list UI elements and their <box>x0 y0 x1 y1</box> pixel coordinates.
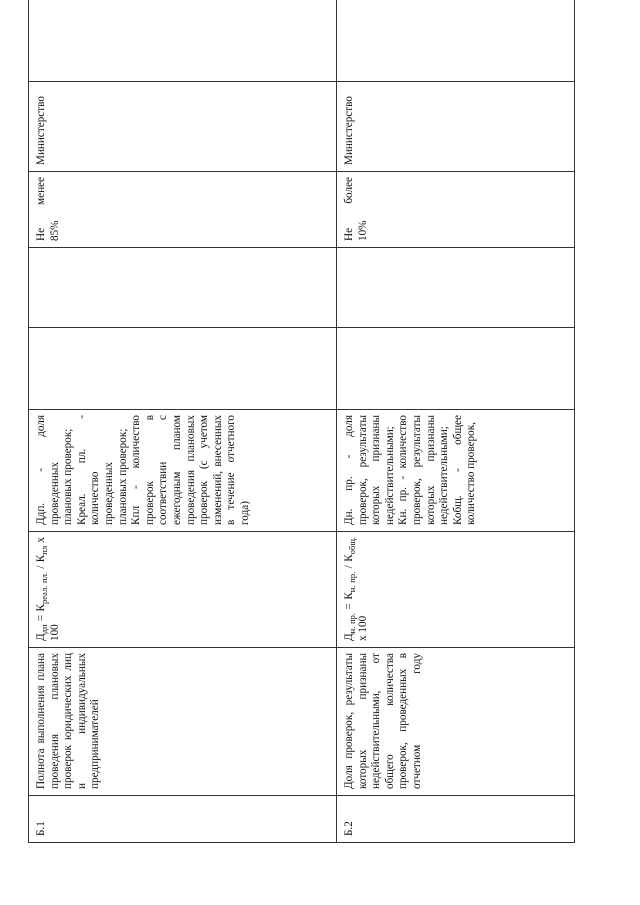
definition-line: Кн. пр. - количество проверок, результаты которых признаны недействительными; <box>397 415 451 525</box>
cell-responsible <box>337 82 575 172</box>
definition-line: Кобщ. - общее количество проверок, <box>451 415 478 525</box>
rotated-table-frame <box>28 28 574 843</box>
cell-definitions <box>337 410 575 532</box>
indicators-table <box>28 0 575 843</box>
target-value: Не более 10% <box>343 177 369 241</box>
table-row <box>29 0 337 843</box>
cell-empty-6 <box>337 248 575 328</box>
indicator-text: Доля проверок, результаты которых признаны недействительными, от общего количества проверок, проведенных в отчетном году <box>343 653 423 789</box>
cell-formula <box>337 532 575 648</box>
table-row <box>337 0 575 843</box>
definition-line: Дн. пр. - доля проверок, результаты которых признаны недействительными; <box>343 415 396 525</box>
cell-responsible <box>29 82 337 172</box>
definition-line: Ддп. - доля проведенных плановых проверок; <box>35 415 75 525</box>
row-code: Б.1 <box>35 821 47 836</box>
cell-empty-5 <box>29 328 337 410</box>
row-code: Б.2 <box>343 821 355 836</box>
responsible-org: Министерство <box>35 96 47 165</box>
cell-empty-9 <box>337 0 575 82</box>
cell-formula <box>29 532 337 648</box>
indicator-text: Полнота выполнения плана проведения плановых проверок юридических лиц и индивидуальных предпринимателей <box>35 653 102 789</box>
cell-empty-5 <box>337 328 575 410</box>
formula-text: $Д_{дп} = К_{реал. пл.} / К_{пл}$ х 100 <box>35 536 61 641</box>
definition-line: Кпл - количество проверок в соответствии с ежегодным планом проведения плановых проверок (с учетом изменений, внесенных в течение отчетного года) <box>130 415 251 525</box>
responsible-org: Министерство <box>343 96 355 165</box>
indicators-table-sheet <box>28 28 574 843</box>
cell-indicator <box>29 648 337 796</box>
definition-line: Креал. пл. - количество проведенных плановых проверок; <box>75 415 129 525</box>
cell-target <box>337 172 575 248</box>
cell-code <box>29 796 337 843</box>
cell-indicator <box>337 648 575 796</box>
formula-text: $Д_{н. пр.} = К_{н. пр.} / К_{общ.}$ х 100 <box>343 537 369 641</box>
cell-target <box>29 172 337 248</box>
cell-code <box>337 796 575 843</box>
cell-empty-6 <box>29 248 337 328</box>
cell-definitions <box>29 410 337 532</box>
target-value: Не менее 85% <box>35 177 61 241</box>
cell-empty-9 <box>29 0 337 82</box>
